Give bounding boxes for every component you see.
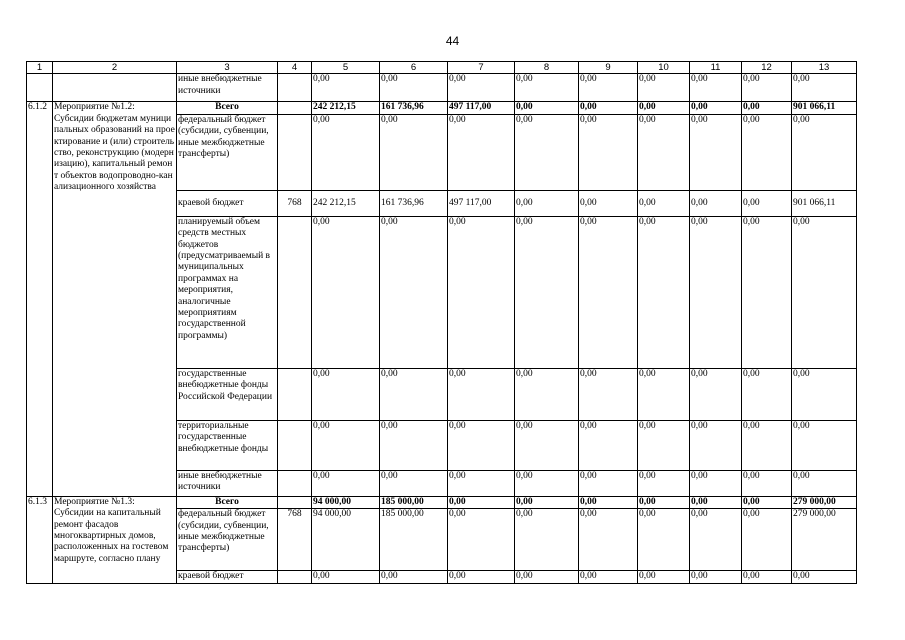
value-cell: 0,00 [638,420,690,470]
value-cell: 0,00 [579,74,638,102]
code-cell: 768 [278,509,312,571]
value-cell: 0,00 [448,496,515,508]
budget-table [26,61,857,584]
value-cell: 0,00 [579,114,638,190]
value-cell: 0,00 [792,420,857,470]
value-cell: 0,00 [312,74,380,102]
value-cell: 0,00 [792,114,857,190]
value-cell: 279 000,00 [792,496,857,508]
value-cell: 0,00 [579,420,638,470]
item-number: 6.1.2 [27,102,53,496]
cell [278,102,312,114]
value-cell: 0,00 [690,420,742,470]
col-header: 6 [380,62,448,74]
col-header: 8 [515,62,579,74]
value-cell: 0,00 [742,368,792,420]
header-row [27,62,857,74]
col-header: 1 [27,62,53,74]
value-cell: 0,00 [638,190,690,216]
value-cell: 0,00 [792,74,857,102]
value-cell: 0,00 [742,102,792,114]
value-cell: 242 212,15 [312,190,380,216]
source-label: федеральный бюджет (субсидии, субвенции, иные межбюджетные трансферты) [177,114,278,190]
value-cell: 0,00 [380,470,448,496]
item-title: Мероприятие №1.3: [54,496,135,507]
col-header: 12 [742,62,792,74]
value-cell: 0,00 [448,509,515,571]
value-cell: 0,00 [638,102,690,114]
value-cell: 0,00 [690,470,742,496]
cell [27,74,53,102]
value-cell: 0,00 [579,190,638,216]
value-cell: 0,00 [380,216,448,368]
value-cell: 0,00 [742,74,792,102]
value-cell: 0,00 [515,368,579,420]
value-cell: 0,00 [638,496,690,508]
value-cell: 0,00 [638,470,690,496]
cell [278,420,312,470]
value-cell: 0,00 [312,368,380,420]
source-label: федеральный бюджет (субсидии, субвенции, иные межбюджетные трансферты) [177,509,278,571]
col-header: 9 [579,62,638,74]
item-description [53,496,177,583]
value-cell: 0,00 [380,74,448,102]
value-cell: 279 000,00 [792,509,857,571]
value-cell: 0,00 [515,74,579,102]
value-cell: 0,00 [448,470,515,496]
value-cell: 0,00 [792,470,857,496]
source-label: краевой бюджет [177,190,278,216]
value-cell: 0,00 [515,496,579,508]
value-cell: 0,00 [515,571,579,583]
item-text: Субсидии на капитальный ремонт фасадов многоквартирных домов, расположенных на гостевом маршруте, согласно плану [54,508,169,564]
table-row [27,74,857,102]
value-cell: 0,00 [690,74,742,102]
cell [278,571,312,583]
cell [278,496,312,508]
cell [278,74,312,102]
value-cell: 0,00 [742,571,792,583]
item-title: Мероприятие №1.2: [54,102,135,113]
value-cell: 0,00 [515,470,579,496]
value-cell: 94 000,00 [312,496,380,508]
value-cell: 242 212,15 [312,102,380,114]
value-cell: 0,00 [312,470,380,496]
value-cell: 0,00 [690,509,742,571]
cell [278,216,312,368]
value-cell: 161 736,96 [380,190,448,216]
source-label: Всего [177,102,278,114]
value-cell: 185 000,00 [380,509,448,571]
value-cell: 0,00 [448,74,515,102]
item-text: Субсидии бюджетам муниципальных образований на проектирование и (или) строительство, реконструкцию (модернизацию), капитальный ремонт объектов водопроводно-канализационного хозяйства [54,113,175,193]
value-cell: 0,00 [742,114,792,190]
value-cell: 0,00 [579,470,638,496]
value-cell: 0,00 [638,114,690,190]
value-cell: 0,00 [312,114,380,190]
value-cell: 901 066,11 [792,190,857,216]
value-cell: 0,00 [690,496,742,508]
value-cell: 0,00 [638,571,690,583]
value-cell: 0,00 [742,496,792,508]
value-cell: 497 117,00 [448,102,515,114]
table-row [27,102,857,114]
col-header: 3 [177,62,278,74]
value-cell: 0,00 [579,102,638,114]
source-label: территориальные государственные внебюджетные фонды [177,420,278,470]
value-cell: 0,00 [690,216,742,368]
value-cell: 0,00 [742,190,792,216]
value-cell: 0,00 [380,114,448,190]
value-cell: 161 736,96 [380,102,448,114]
value-cell: 0,00 [638,509,690,571]
col-header: 2 [53,62,177,74]
value-cell: 0,00 [448,216,515,368]
item-number: 6.1.3 [27,496,53,583]
col-header: 11 [690,62,742,74]
col-header: 4 [278,62,312,74]
value-cell: 0,00 [312,216,380,368]
value-cell: 0,00 [579,496,638,508]
col-header: 13 [792,62,857,74]
source-label: Всего [177,496,278,508]
value-cell: 0,00 [690,102,742,114]
value-cell: 0,00 [579,368,638,420]
value-cell: 0,00 [690,114,742,190]
value-cell: 0,00 [690,571,742,583]
cell [53,74,177,102]
value-cell: 0,00 [448,368,515,420]
col-header: 10 [638,62,690,74]
value-cell: 0,00 [380,368,448,420]
value-cell: 0,00 [579,509,638,571]
table-row [27,496,857,508]
value-cell: 0,00 [380,420,448,470]
value-cell: 0,00 [792,368,857,420]
value-cell: 0,00 [448,420,515,470]
cell [278,368,312,420]
cell [278,470,312,496]
value-cell: 497 117,00 [448,190,515,216]
value-cell: 94 000,00 [312,509,380,571]
source-label: иные внебюджетные источники [177,470,278,496]
value-cell: 0,00 [380,571,448,583]
value-cell: 0,00 [579,571,638,583]
value-cell: 0,00 [515,216,579,368]
value-cell: 901 066,11 [792,102,857,114]
value-cell: 0,00 [690,368,742,420]
value-cell: 0,00 [515,114,579,190]
value-cell: 0,00 [515,509,579,571]
value-cell: 0,00 [742,420,792,470]
value-cell: 0,00 [690,190,742,216]
value-cell: 0,00 [312,571,380,583]
value-cell: 0,00 [792,216,857,368]
value-cell: 0,00 [448,114,515,190]
code-cell: 768 [278,190,312,216]
value-cell: 185 000,00 [380,496,448,508]
source-label: иные внебюджетные источники [177,74,278,102]
value-cell: 0,00 [638,74,690,102]
value-cell: 0,00 [448,571,515,583]
value-cell: 0,00 [638,368,690,420]
value-cell: 0,00 [638,216,690,368]
value-cell: 0,00 [515,190,579,216]
value-cell: 0,00 [579,216,638,368]
value-cell: 0,00 [312,420,380,470]
item-description [53,102,177,496]
value-cell: 0,00 [742,470,792,496]
col-header: 5 [312,62,380,74]
value-cell: 0,00 [742,509,792,571]
source-label: краевой бюджет [177,571,278,583]
value-cell: 0,00 [792,571,857,583]
col-header: 7 [448,62,515,74]
source-label: планируемый объем средств местных бюджетов (предусматриваемый в муниципальных программах на мероприятия, аналогичные мероприятиям государственной программы) [177,216,278,368]
cell [278,114,312,190]
page-number: 44 [445,34,460,48]
value-cell: 0,00 [742,216,792,368]
value-cell: 0,00 [515,420,579,470]
value-cell: 0,00 [515,102,579,114]
source-label: государственные внебюджетные фонды Российской Федерации [177,368,278,420]
